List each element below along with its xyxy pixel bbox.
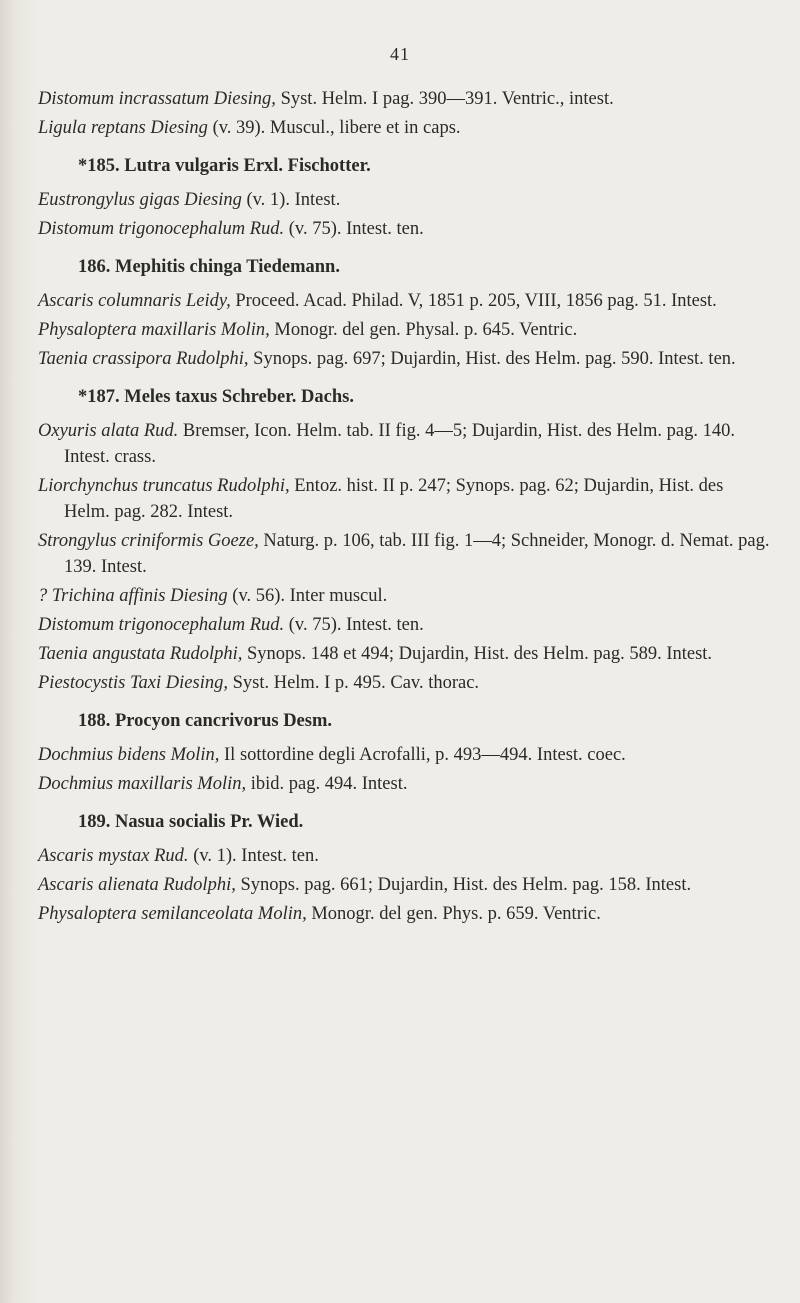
taxon-name: Physaloptera semilanceolata Molin,	[38, 904, 307, 924]
reference: Proceed. Acad. Philad. V, 1851 p. 205, VIII, 1856 pag. 51. Intest.	[230, 291, 717, 311]
entry	[38, 346, 773, 372]
taxon-name: Dochmius bidens Molin,	[38, 745, 220, 765]
taxon-name: Physaloptera maxillaris Molin,	[38, 320, 270, 340]
taxon-name: Ligula reptans Diesing	[38, 118, 208, 138]
taxon-name: Oxyuris alata Rud.	[38, 421, 179, 441]
reference: Synops. pag. 661; Dujardin, Hist. des Helm. pag. 158. Intest.	[235, 875, 692, 895]
reference: Bremser, Icon. Helm. tab. II fig. 4—5; Dujardin, Hist. des Helm. pag. 140. Intest. crass.	[64, 421, 735, 467]
reference: (v. 56). Inter muscul.	[227, 586, 388, 606]
taxon-name: Ascaris mystax Rud.	[38, 846, 189, 866]
entry	[38, 473, 773, 525]
reference: (v. 1). Intest. ten.	[188, 846, 319, 866]
reference: Il sottordine degli Acrofalli, p. 493—494. Intest. coec.	[219, 745, 626, 765]
entry	[38, 418, 773, 470]
entry	[38, 771, 773, 797]
entry	[38, 901, 773, 927]
taxon-name: Distomum incrassatum Diesing,	[38, 89, 276, 109]
taxon-name: Taenia angustata Rudolphi,	[38, 644, 243, 664]
entry	[38, 216, 773, 242]
reference: Syst. Helm. I p. 495. Cav. thorac.	[227, 673, 480, 693]
section-heading: 186. Mephitis chinga Tiedemann.	[78, 257, 340, 277]
entry	[38, 670, 773, 696]
reference: (v. 1). Intest.	[241, 190, 341, 210]
entry	[38, 528, 773, 580]
reference: (v. 75). Intest. ten.	[284, 219, 424, 239]
entry	[38, 641, 773, 667]
section-heading: *187. Meles taxus Schreber. Dachs.	[78, 387, 354, 407]
taxon-name: Strongylus criniformis Goeze,	[38, 531, 259, 551]
taxon-name: Eustrongylus gigas Diesing	[38, 190, 242, 210]
section-heading: *185. Lutra vulgaris Erxl. Fischotter.	[78, 156, 371, 176]
taxon-name: Dochmius maxillaris Molin,	[38, 774, 247, 794]
reference: Syst. Helm. I pag. 390—391. Ventric., intest.	[275, 89, 614, 109]
taxon-name: Taenia crassipora Rudolphi,	[38, 349, 249, 369]
taxon-name: Liorchynchus truncatus Rudolphi,	[38, 476, 290, 496]
reference: (v. 75). Intest. ten.	[284, 615, 424, 635]
entry	[38, 612, 773, 638]
entry	[38, 86, 773, 112]
entry	[38, 583, 773, 609]
taxon-name: Ascaris alienata Rudolphi,	[38, 875, 236, 895]
entry	[38, 742, 773, 768]
section-heading: 188. Procyon cancrivorus Desm.	[78, 711, 332, 731]
taxon-name: ? Trichina affinis Diesing	[38, 586, 228, 606]
taxon-name: Ascaris columnaris Leidy,	[38, 291, 231, 311]
reference: Monogr. del gen. Phys. p. 659. Ventric.	[306, 904, 601, 924]
entry	[38, 872, 773, 898]
taxon-name: Distomum trigonocephalum Rud.	[38, 219, 285, 239]
reference: Synops. 148 et 494; Dujardin, Hist. des Helm. pag. 589. Intest.	[242, 644, 713, 664]
entry	[38, 843, 773, 869]
entry	[38, 288, 773, 314]
page-content	[38, 86, 773, 930]
reference: Naturg. p. 106, tab. III fig. 1—4; Schneider, Monogr. d. Nemat. pag. 139. Intest.	[64, 531, 770, 577]
entry	[38, 115, 773, 141]
page-number: 41	[390, 44, 410, 64]
section-heading: 189. Nasua socialis Pr. Wied.	[78, 812, 304, 832]
reference: (v. 39). Muscul., libere et in caps.	[207, 118, 461, 138]
reference: Synops. pag. 697; Dujardin, Hist. des Helm. pag. 590. Intest. ten.	[248, 349, 736, 369]
taxon-name: Piestocystis Taxi Diesing,	[38, 673, 228, 693]
reference: Entoz. hist. II p. 247; Synops. pag. 62; Dujardin, Hist. des Helm. pag. 282. Intest.	[64, 476, 724, 522]
reference: ibid. pag. 494. Intest.	[246, 774, 408, 794]
taxon-name: Distomum trigonocephalum Rud.	[38, 615, 285, 635]
entry	[38, 317, 773, 343]
entry	[38, 187, 773, 213]
reference: Monogr. del gen. Physal. p. 645. Ventric.	[269, 320, 578, 340]
